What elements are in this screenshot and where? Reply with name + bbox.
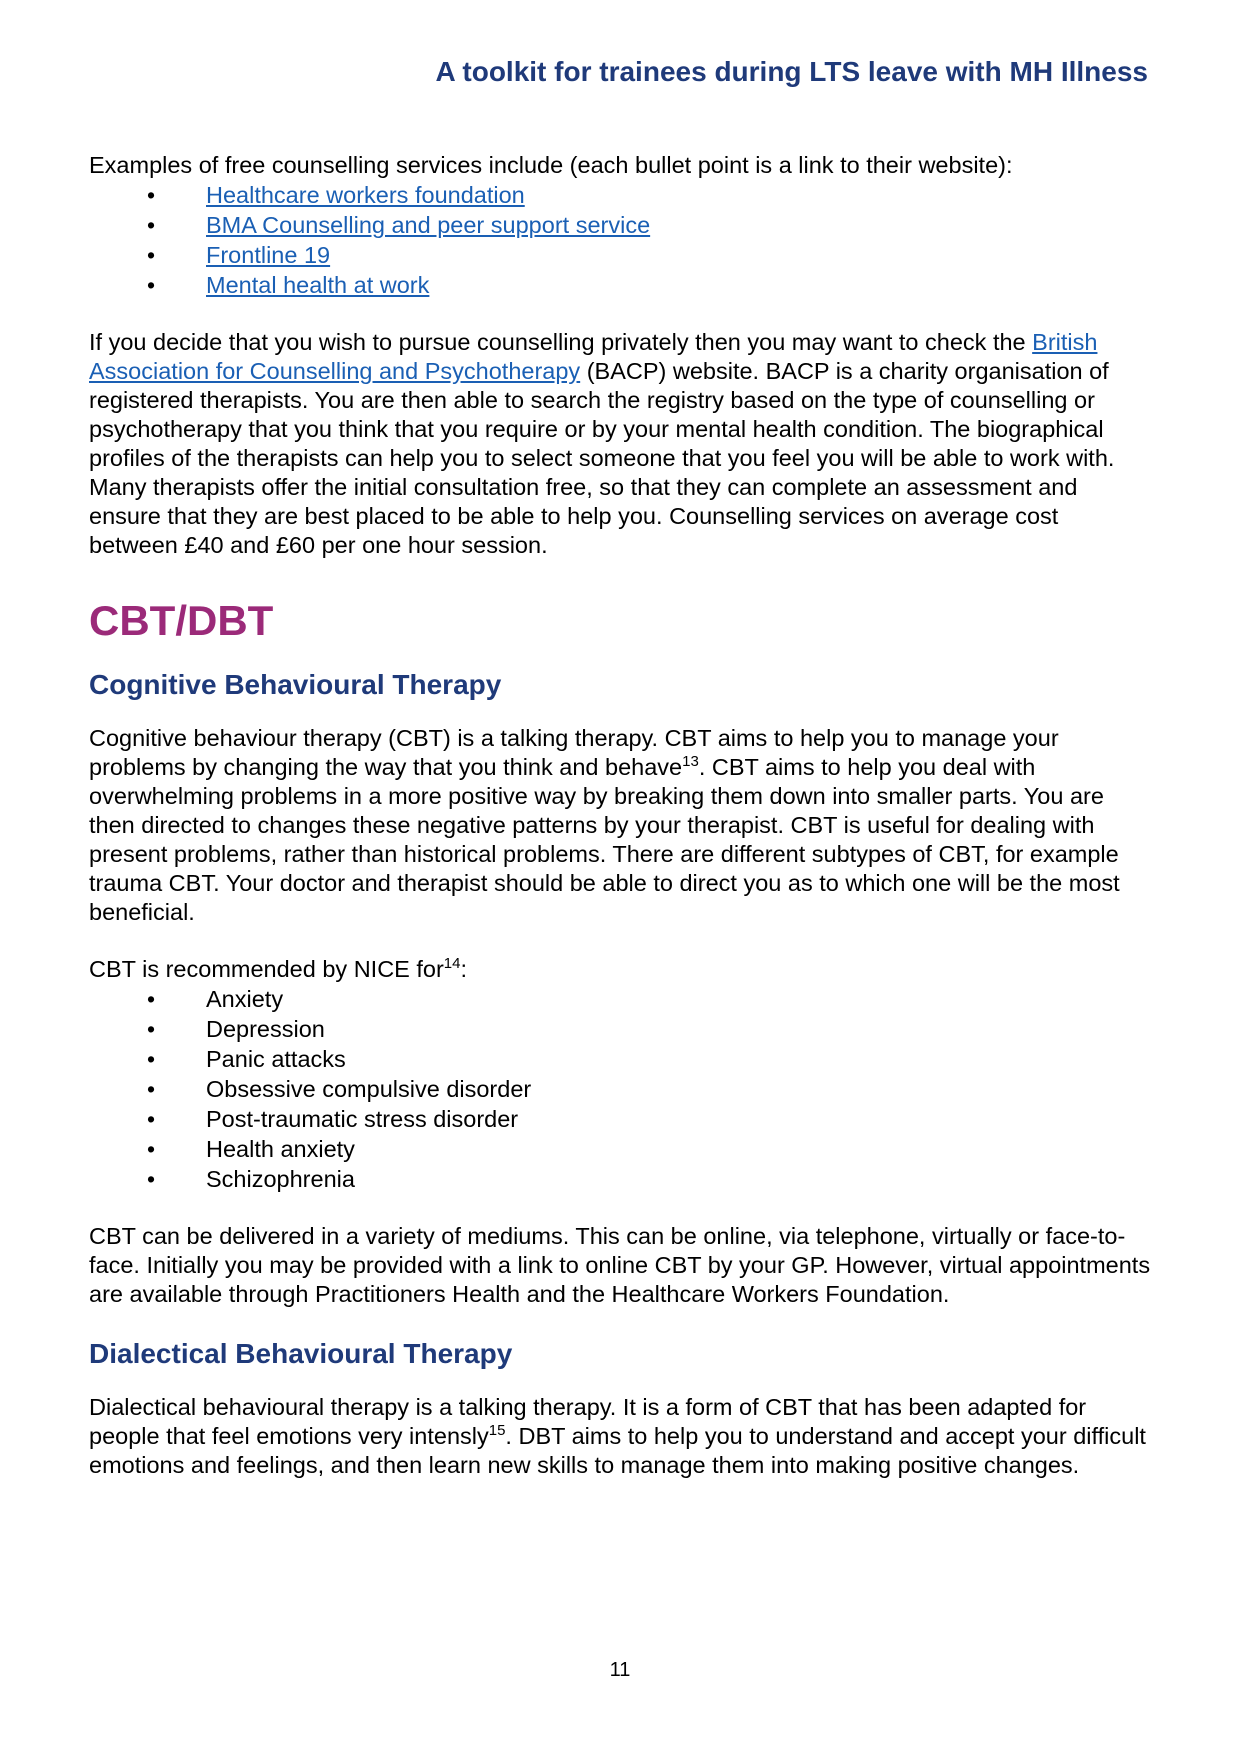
link-bacp[interactable]: British Association for Counselling and Psychotherapy (89, 329, 1098, 384)
list-item (89, 270, 1151, 300)
footnote-ref: 15 (488, 1422, 506, 1440)
page-number: 11 (609, 1659, 631, 1681)
bullet-icon: • (147, 1136, 156, 1162)
page-content (89, 151, 1151, 1480)
dbt-paragraph: Dialectical behavioural therapy is a talking therapy. It is a form of CBT that has been adapted for people that feel emotions very intensly$^{15}$. DBT aims to help you to understand and accept your difficult emotions and feelings, and then learn new skills to manage them into making positive changes. (89, 1394, 1146, 1478)
list-item: • Depression (147, 1016, 325, 1042)
nice-intro: CBT is recommended by NICE for$^{14}$: (89, 955, 468, 982)
bullet-icon: • (147, 1106, 156, 1132)
list-item: • Anxiety (147, 986, 284, 1012)
bullet-icon: • (147, 986, 156, 1012)
nice-conditions-list (89, 984, 1151, 1194)
list-item (89, 180, 1151, 210)
bullet-icon: • (147, 1166, 156, 1192)
link-frontline-19[interactable]: Frontline 19 (206, 242, 331, 268)
list-item: • Panic attacks (147, 1046, 346, 1072)
bullet-icon: • (147, 1046, 156, 1072)
private-counselling-paragraph: If you decide that you wish to pursue counselling privately then you may want to check the British Association for Counselling and Psychotherapy (BACP) website. BACP is a charity organisation of registered therapists. You are then able to search the registry based on the type of counselling or psychotherapy that you think that you require or by your mental health condition. The biographical profiles of the therapists can help you to select someone that you feel you will be able to work with. Many therapists offer the initial consultation free, so that they can complete an assessment and ensure that they are best placed to be able to help you. Counselling services on average cost between £40 and £60 per one hour session. (89, 329, 1115, 558)
list-item (89, 210, 1151, 240)
subheading-dbt: Dialectical Behavioural Therapy (89, 1338, 513, 1369)
cbt-delivery-paragraph: CBT can be delivered in a variety of mediums. This can be online, via telephone, virtually or face-to-face. Initially you may be provided with a link to online CBT by your GP. However, virtual appointments are available through Practitioners Health and the Healthcare Workers Foundation. (89, 1223, 1151, 1307)
list-item (89, 240, 1151, 270)
subheading-cbt: Cognitive Behavioural Therapy (89, 669, 502, 700)
section-heading-cbt-dbt: CBT/DBT (89, 597, 274, 644)
list-item: • Health anxiety (147, 1136, 355, 1162)
link-bma-counselling[interactable]: BMA Counselling and peer support service (206, 212, 651, 238)
bullet-icon: • (147, 212, 156, 238)
bullet-icon: • (147, 1076, 156, 1102)
link-mental-health-at-work[interactable]: Mental health at work (206, 272, 430, 298)
bullet-icon: • (147, 272, 156, 298)
list-item: • Obsessive compulsive disorder (147, 1076, 532, 1102)
list-item: • Schizophrenia (147, 1166, 355, 1192)
footnote-ref: 14 (443, 955, 461, 973)
bullet-icon: • (147, 182, 156, 208)
bullet-icon: • (147, 242, 156, 268)
link-healthcare-workers-foundation[interactable]: Healthcare workers foundation (206, 182, 525, 208)
footnote-ref: 13 (682, 753, 699, 771)
free-counselling-list (89, 180, 1151, 300)
counselling-intro: Examples of free counselling services include (each bullet point is a link to their website): (89, 152, 1013, 178)
list-item: • Post-traumatic stress disorder (147, 1106, 519, 1132)
running-header: A toolkit for trainees during LTS leave with MH Illness (435, 56, 1148, 87)
cbt-paragraph: Cognitive behaviour therapy (CBT) is a talking therapy. CBT aims to help you to manage your problems by changing the way that you think and behave$^{13}$. CBT aims to help you deal with overwhelming problems in a more positive way by breaking them down into smaller parts. You are then directed to changes these negative patterns by your therapist. CBT is useful for dealing with present problems, rather than historical problems. There are different subtypes of CBT, for example trauma CBT. Your doctor and therapist should be able to direct you as to which one will be the most beneficial. (89, 725, 1120, 925)
bullet-icon: • (147, 1016, 156, 1042)
